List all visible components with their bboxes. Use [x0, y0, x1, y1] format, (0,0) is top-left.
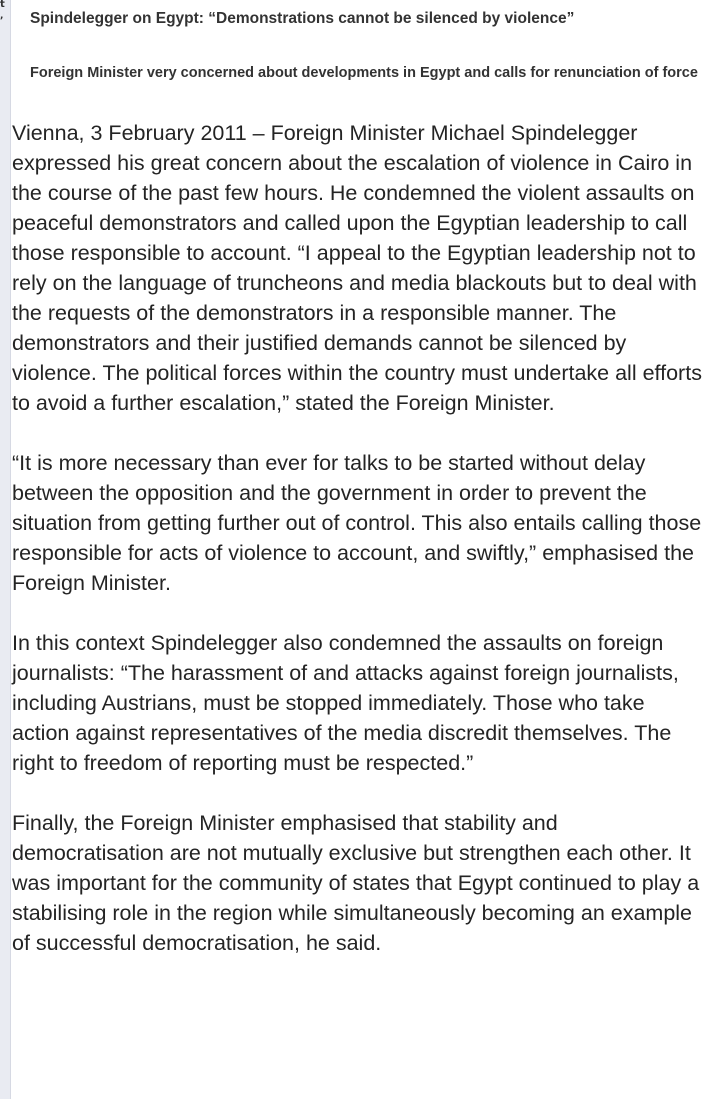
article-headline: Spindelegger on Egypt: “Demonstrations cannot be silenced by violence” [30, 10, 575, 27]
article-paragraph-2: “It is more necessary than ever for talks to be started without delay between the opposition and the government in order to prevent the situation from getting further out of control. This also entails calling those responsible for acts of violence to account, and swiftly,” emphasised the Foreign Minister. [12, 451, 702, 595]
article-paragraph-4: Finally, the Foreign Minister emphasised that stability and democratisation are not mutually exclusive but strengthen each other. It was important for the community of states that Egypt continued to play a stabilising role in the region while simultaneously becoming an example of successful democratisation, he said. [12, 811, 700, 955]
article-subheadline: Foreign Minister very concerned about developments in Egypt and calls for renunciation of force [30, 65, 698, 81]
article-paragraph-1: Vienna, 3 February 2011 – Foreign Minister Michael Spindelegger expressed his great concern about the escalation of violence in Cairo in the course of the past few hours. He condemned the violent assaults on peaceful demonstrators and called upon the Egyptian leadership to call those responsible to account. “I appeal to the Egyptian leadership not to rely on the language of truncheons and media blackouts but to deal with the requests of the demonstrators in a responsible manner. The demonstrators and their justified demands cannot be silenced by violence. The political forces within the country must undertake all efforts to avoid a further escalation,” stated the Foreign Minister. [12, 121, 702, 415]
article-body [12, 118, 702, 988]
sidebar-mark-bottom: , [0, 11, 4, 21]
article-paragraph-3: In this context Spindelegger also condemned the assaults on foreign journalists: “The harassment of and attacks against foreign journalists, including Austrians, must be stopped immediately. Those who take action against representatives of the media discredit themselves. The right to freedom of reporting must be respected.” [12, 631, 679, 775]
sidebar-mark-top: t [0, 0, 5, 10]
left-sidebar-strip [0, 0, 11, 1099]
